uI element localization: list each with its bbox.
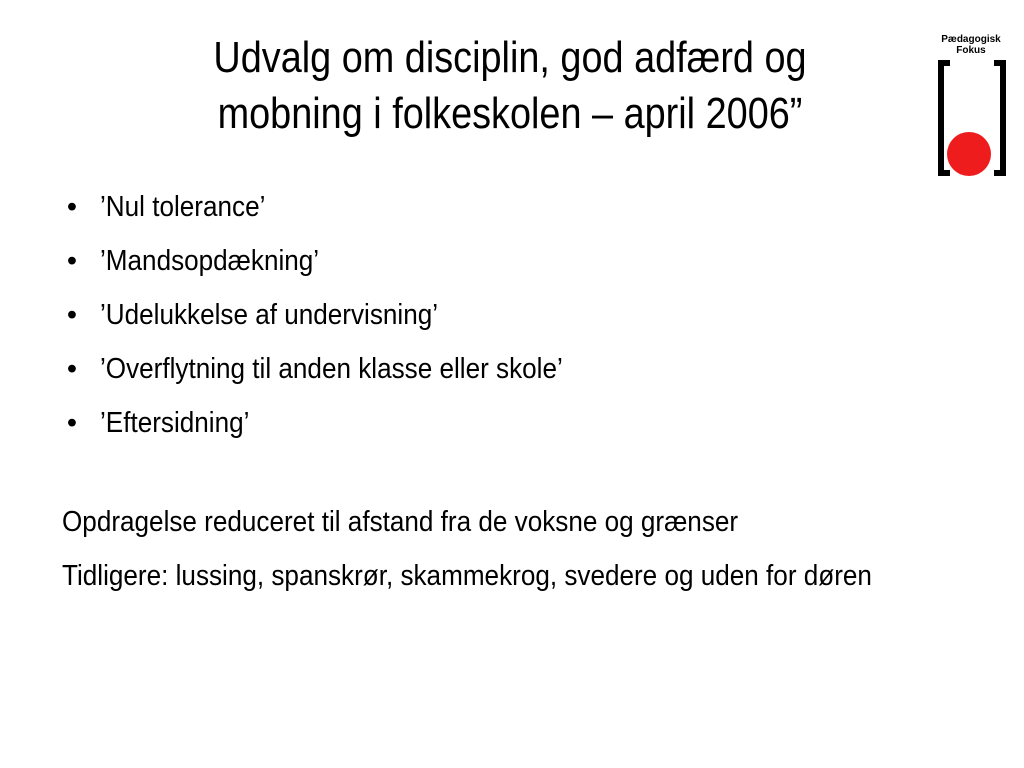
slide-title-line-2: mobning i folkeskolen – april 2006” bbox=[217, 89, 803, 138]
bullet-text: ’Eftersidning’ bbox=[100, 407, 250, 439]
logo-text bbox=[928, 34, 1014, 56]
bullet-symbol: • bbox=[66, 353, 78, 385]
bullet-item bbox=[62, 288, 614, 342]
bullet-text: ’Overflytning til anden klasse eller skole’ bbox=[100, 353, 563, 385]
paragraph-previously: Tidligere: lussing, spanskrør, skammekrog, svedere og uden for døren bbox=[62, 560, 872, 592]
bullet-item bbox=[62, 234, 614, 288]
bullet-item bbox=[62, 180, 614, 234]
bullet-item bbox=[62, 342, 614, 396]
logo-red-dot bbox=[947, 132, 991, 176]
bullet-symbol: • bbox=[66, 407, 78, 439]
slide-title bbox=[149, 30, 871, 142]
slide-title-line-1: Udvalg om disciplin, god adfærd og bbox=[213, 33, 807, 82]
bullet-text: ’Udelukkelse af undervisning’ bbox=[100, 299, 439, 331]
bullet-text: ’Nul tolerance’ bbox=[100, 191, 266, 223]
logo-text-line-2: Fokus bbox=[956, 45, 986, 56]
bullet-symbol: • bbox=[66, 299, 78, 331]
paragraph-upbringing: Opdragelse reduceret til afstand fra de voksne og grænser bbox=[62, 506, 739, 538]
bullet-list bbox=[62, 180, 614, 450]
bullet-text: ’Mandsopdækning’ bbox=[100, 245, 320, 277]
bullet-symbol: • bbox=[66, 245, 78, 277]
logo-right-bracket bbox=[994, 60, 1006, 176]
paedagogisk-fokus-logo bbox=[928, 30, 1014, 180]
logo-text-line-1: Pædagogisk bbox=[941, 34, 1001, 45]
bullet-symbol: • bbox=[66, 191, 78, 223]
bullet-item bbox=[62, 396, 614, 450]
